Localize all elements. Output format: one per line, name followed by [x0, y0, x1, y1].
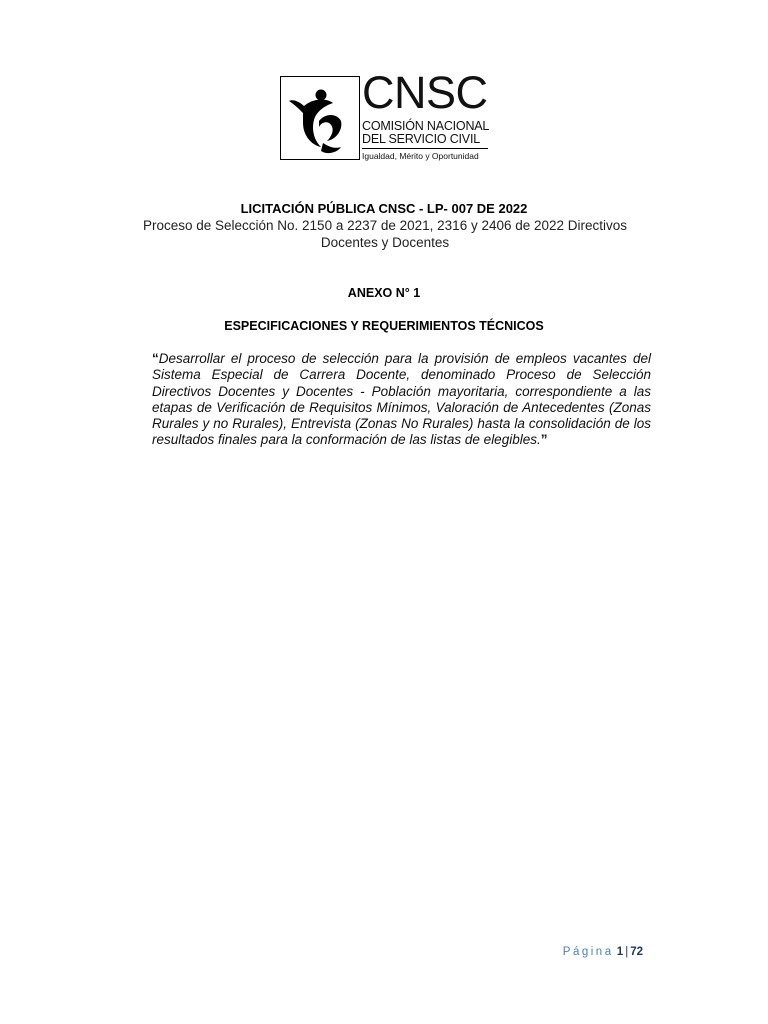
open-quote: “ [152, 351, 159, 366]
annex-heading: ESPECIFICACIONES Y REQUERIMIENTOS TÉCNICOS [224, 319, 544, 333]
current-page-number: 1 [616, 946, 624, 958]
page-separator: | [625, 946, 629, 958]
annex-label: ANEXO N° 1 [347, 286, 421, 300]
cnsc-emblem-icon [281, 77, 359, 159]
logo-acronym: CNSC [362, 67, 488, 118]
total-pages-number: 72 [630, 946, 643, 958]
logo-divider [362, 148, 488, 149]
objective-text: Desarrollar el proceso de selección para la provisión de empleos vacantes del Sistema Especial de Carrera Docente, denominado Proceso de Selección Directivos Docentes y Docentes - Población mayoritaria, correspondiente a las etapas de Verificación de Requisitos Mínimos, Valoración de Antecedentes (Zonas Rurales y no Rurales), Entrevista (Zonas No Rurales) hasta la consolidación de los resultados finales para la conformación de las listas de elegibles. [152, 351, 651, 448]
cnsc-emblem-box [280, 76, 360, 160]
logo-name-line2: DEL SERVICIO CIVIL [362, 132, 480, 146]
page-word: Página [562, 946, 614, 958]
logo-name-line1: COMISIÓN NACIONAL [362, 119, 490, 133]
document-title: LICITACIÓN PÚBLICA CNSC - LP- 007 DE 2022 [240, 201, 528, 216]
close-quote: ” [540, 432, 548, 448]
logo-tagline: Igualdad, Mérito y Oportunidad [362, 151, 479, 161]
document-subtitle: Proceso de Selección No. 2150 a 2237 de 2021, 2316 y 2406 de 2022 Directivos Docentes y Docentes [142, 218, 628, 250]
cnsc-logo [280, 67, 492, 166]
page-footer [563, 945, 643, 959]
objective-paragraph [152, 351, 651, 449]
